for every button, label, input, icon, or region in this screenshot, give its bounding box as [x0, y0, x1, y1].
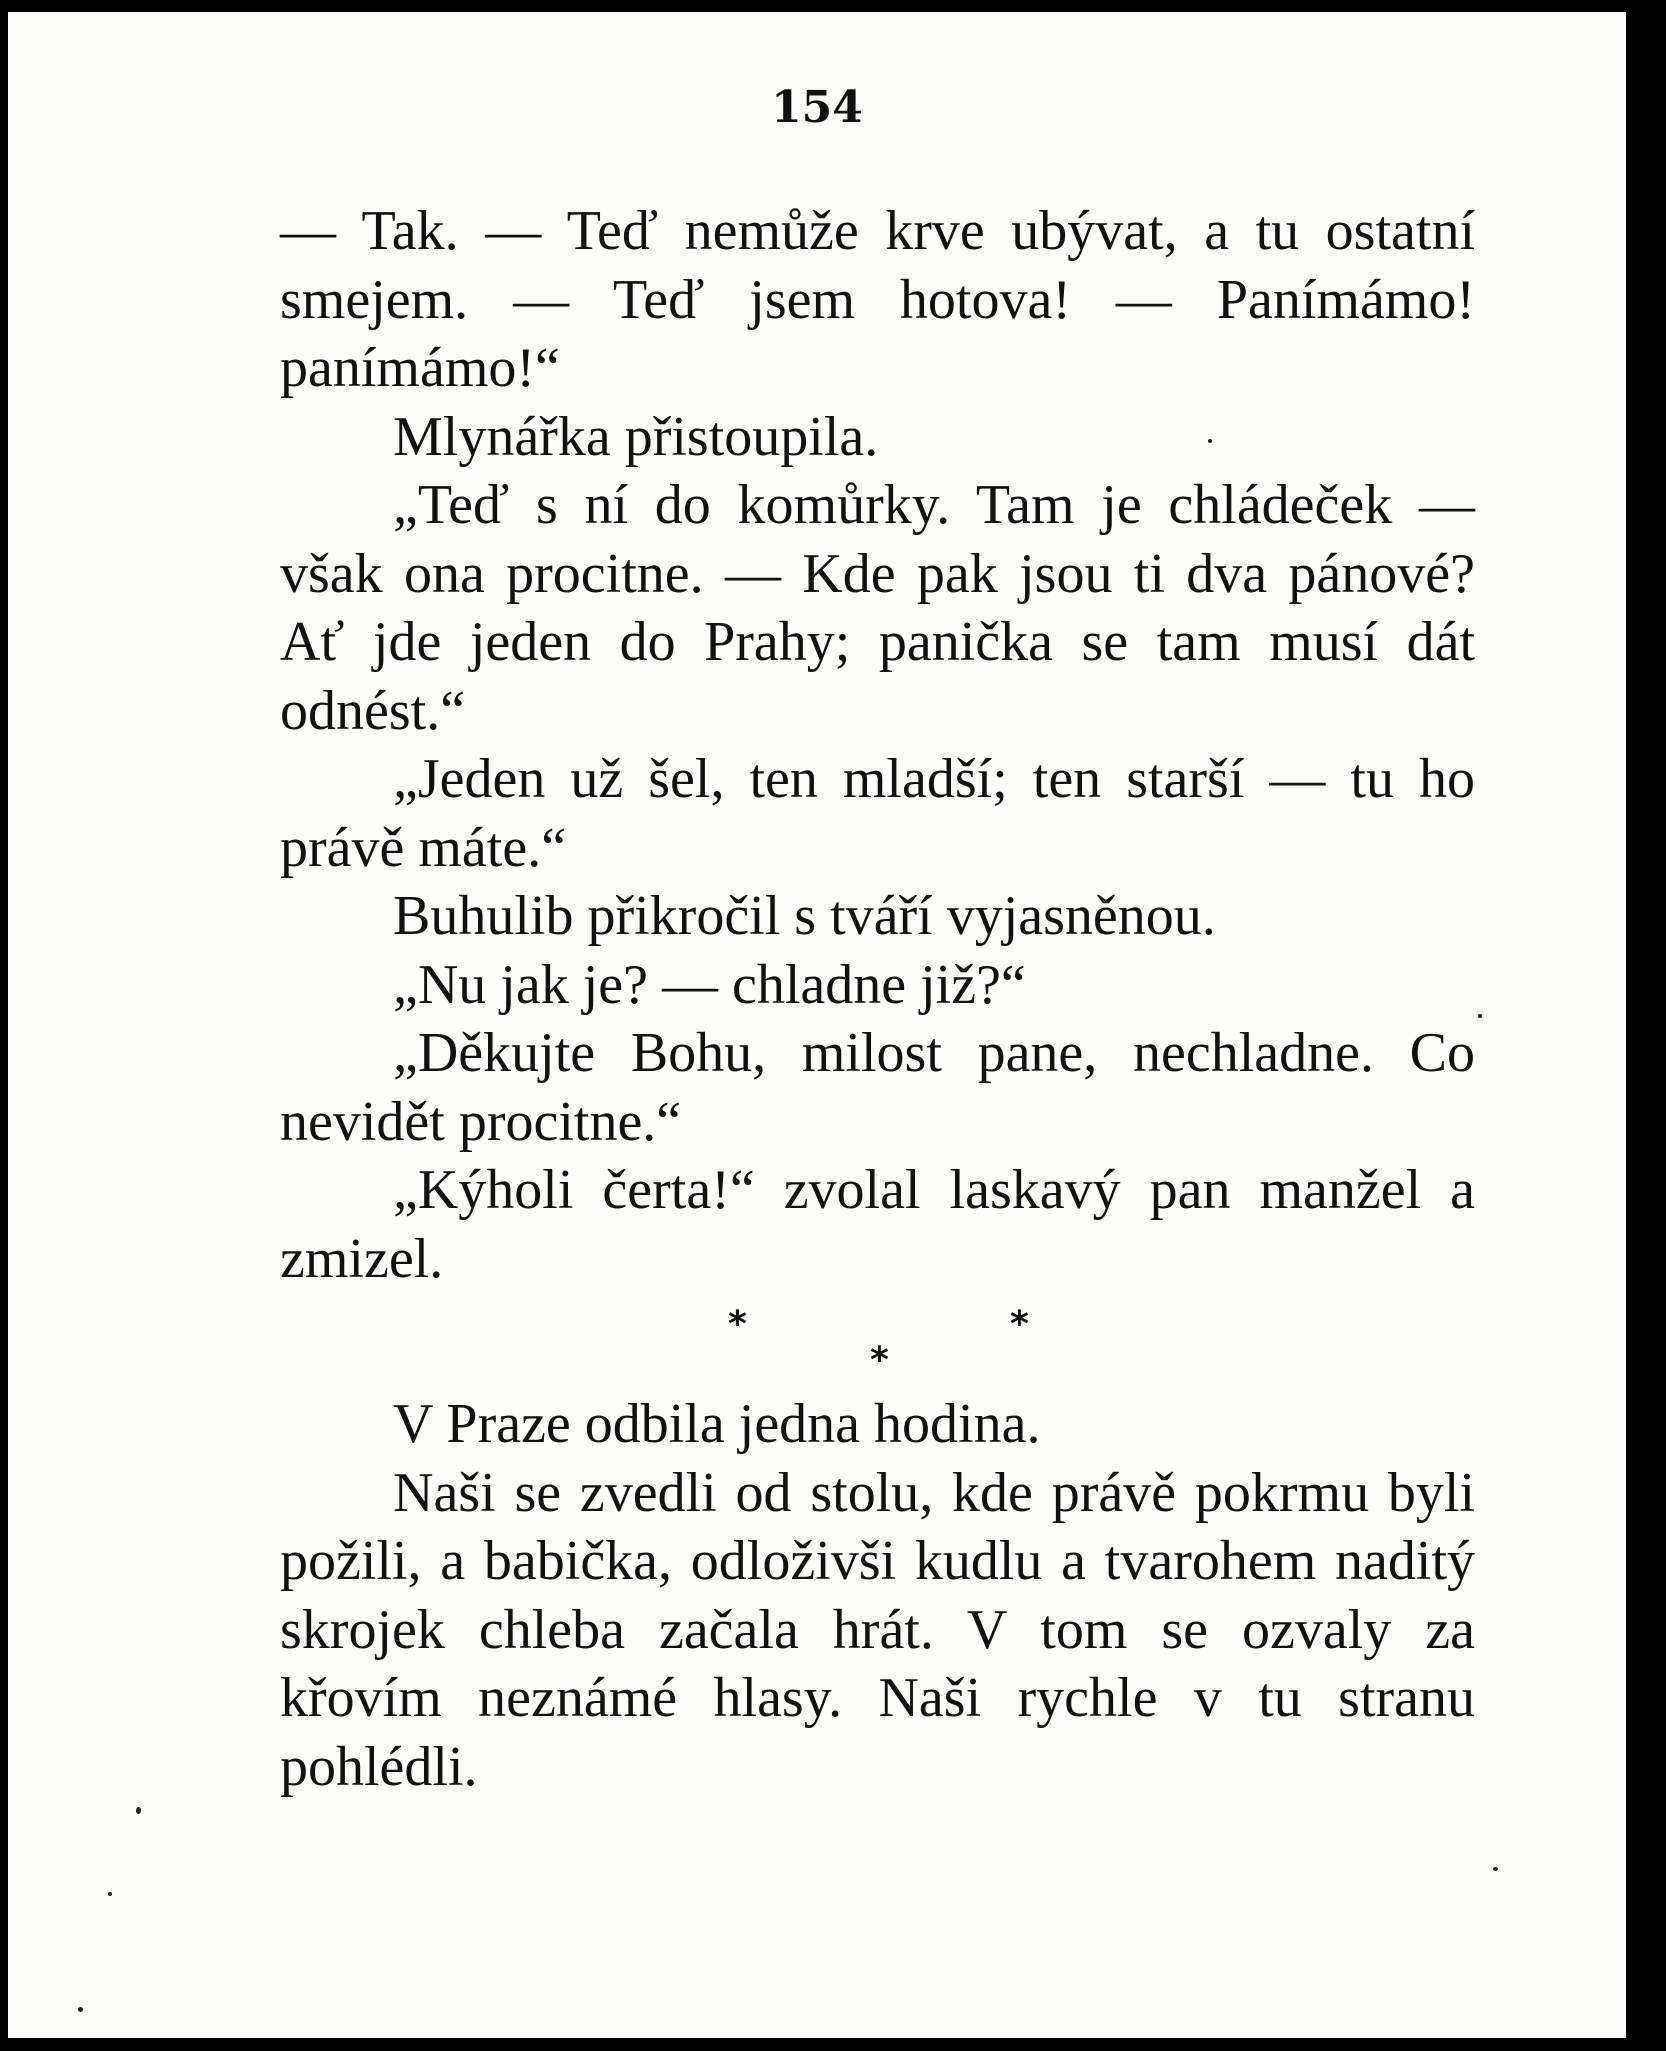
scan-speck: [78, 2007, 83, 2012]
asterisk-separator: *: [870, 1340, 889, 1381]
paragraph: Buhulib přikročil s tváří vyjasněnou.: [393, 885, 1216, 947]
page-text: [280, 197, 1475, 1801]
scan-speck: [1493, 1867, 1498, 1871]
paragraph: — Tak. — Teď nemůže krve ubývat, a tu ostatní smejem. — Teď jsem hotova! — Panímámo! panímámo!“: [280, 200, 1475, 399]
paragraph: V Praze odbila jedna hodina.: [393, 1393, 1041, 1455]
scan-speck: [136, 1807, 141, 1814]
paragraph: Mlynářka přistoupila.: [393, 405, 879, 468]
asterisk-separator: *: [728, 1304, 747, 1345]
asterisk-separator: *: [1010, 1304, 1029, 1345]
scan-speck: [1208, 439, 1212, 443]
scan-speck: [108, 1892, 112, 1896]
paragraph: „Kýholi čerta!“ zvolal laskavý pan manžel a zmizel.: [280, 1159, 1475, 1290]
page-edge-shadow: [1626, 0, 1666, 2051]
page-number: 154: [771, 82, 863, 133]
paragraph: „Jeden už šel, ten mladší; ten starší — tu ho právě máte.“: [280, 748, 1475, 879]
paragraph: „Děkujte Bohu, milost pane, nechladne. Co nevidět procitne.“: [280, 1022, 1475, 1153]
scan-speck: [1478, 1014, 1482, 1018]
paragraph: „Nu jak je? — chladne již?“: [393, 953, 1026, 1016]
book-page: [8, 12, 1626, 2038]
paragraph: „Teď s ní do komůrky. Tam je chládeček — však ona procitne. — Kde pak jsou ti dva pánové? Ať jde jeden do Prahy; panička se tam musí dát odnést.“: [280, 474, 1475, 742]
paragraph: Naši se zvedli od stolu, kde právě pokrmu byli požili, a babička, odloživši kudlu a tvarohem naditý skrojek chleba začala hrát. V tom se ozvaly za křovím neznámé hlasy. Naši rychle v tu stranu pohlédli.: [280, 1461, 1475, 1798]
section-separator: [280, 1293, 1475, 1390]
